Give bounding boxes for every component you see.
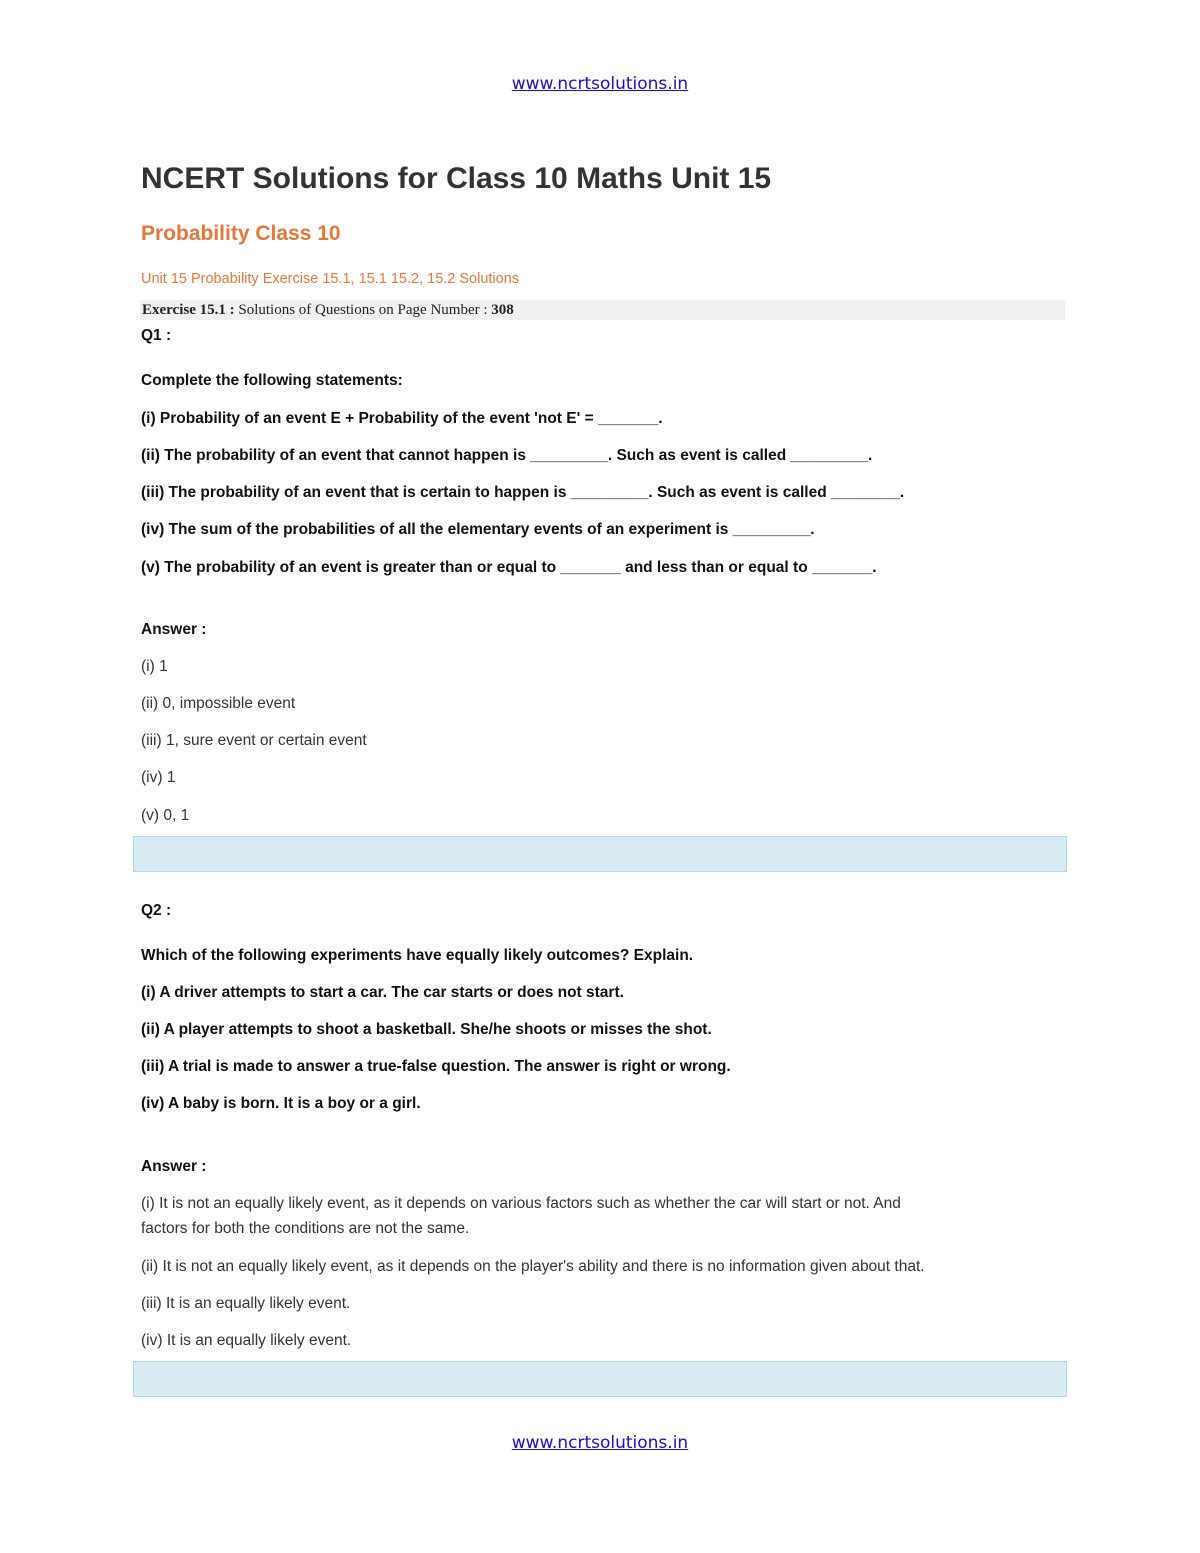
header-site-link[interactable]: www.ncrtsolutions.in	[511, 74, 689, 94]
q1-prompt: Complete the following statements:	[141, 372, 403, 389]
q1-item: (iii) The probability of an event that is certain to happen is _________. Such as event is called ________.	[141, 484, 905, 501]
exercise-label: Exercise 15.1 :	[142, 302, 235, 318]
q2-answer: (ii) It is not an equally likely event, as it depends on the player's ability and there is no information given about that.	[141, 1258, 925, 1275]
q1-item: (ii) The probability of an event that cannot happen is _________. Such as event is called _________.	[141, 447, 873, 464]
unit-description: Unit 15 Probability Exercise 15.1, 15.1 15.2, 15.2 Solutions	[141, 271, 520, 287]
page-subtitle: Probability Class 10	[141, 222, 341, 245]
exercise-text: Solutions of Questions on Page Number :	[238, 302, 488, 318]
q1-answer: (iv) 1	[141, 769, 176, 786]
q1-item: (iv) The sum of the probabilities of all the elementary events of an experiment is _________.	[141, 521, 815, 538]
separator-band	[133, 836, 1067, 872]
q2-answer: (i) It is not an equally likely event, as it depends on various factors such as whether the car will start or not. And	[141, 1195, 901, 1212]
q2-prompt: Which of the following experiments have equally likely outcomes? Explain.	[141, 947, 694, 964]
q1-answer: (v) 0, 1	[141, 807, 190, 824]
q2-item: (ii) A player attempts to shoot a basketball. She/he shoots or misses the shot.	[141, 1021, 712, 1038]
exercise-page-number: 308	[491, 302, 514, 318]
q1-item: (v) The probability of an event is greater than or equal to _______ and less than or equal to _______.	[141, 559, 877, 576]
separator-band	[133, 1361, 1067, 1397]
q2-label: Q2 :	[141, 902, 172, 919]
q2-answer-label: Answer :	[141, 1158, 207, 1175]
q1-item: (i) Probability of an event E + Probability of the event 'not E' = _______.	[141, 410, 663, 427]
q2-answer: (iv) It is an equally likely event.	[141, 1332, 352, 1349]
q2-answer-continued: factors for both the conditions are not the same.	[141, 1220, 470, 1237]
q1-answer: (i) 1	[141, 658, 168, 675]
q1-answer: (iii) 1, sure event or certain event	[141, 732, 367, 749]
q1-label: Q1 :	[141, 327, 172, 344]
footer-site-link[interactable]: www.ncrtsolutions.in	[511, 1433, 689, 1453]
q2-answer: (iii) It is an equally likely event.	[141, 1295, 351, 1312]
q1-answer: (ii) 0, impossible event	[141, 695, 296, 712]
exercise-bar	[140, 300, 1065, 320]
q2-item: (iii) A trial is made to answer a true-false question. The answer is right or wrong.	[141, 1058, 731, 1075]
page-title: NCERT Solutions for Class 10 Maths Unit 15	[141, 162, 772, 195]
q1-answer-label: Answer :	[141, 621, 207, 638]
q2-item: (iv) A baby is born. It is a boy or a girl.	[141, 1095, 421, 1112]
q2-item: (i) A driver attempts to start a car. The car starts or does not start.	[141, 984, 624, 1001]
